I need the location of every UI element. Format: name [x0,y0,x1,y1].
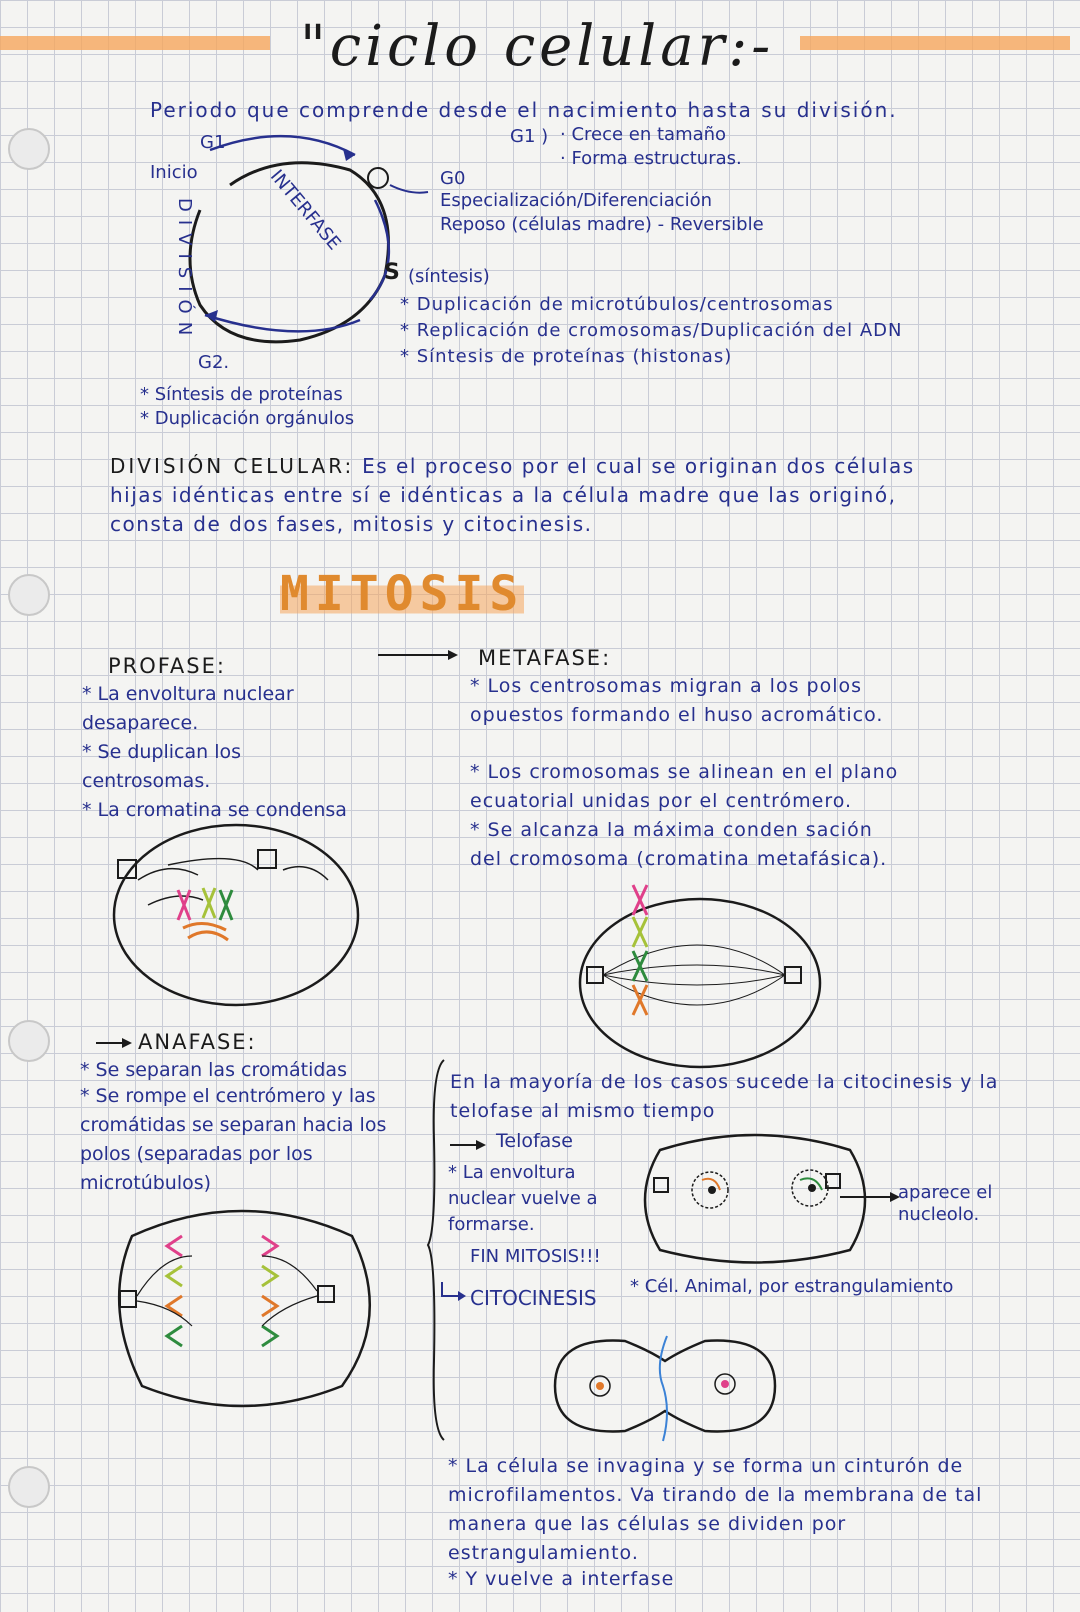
g2-point: * Duplicación orgánulos [140,408,355,429]
s-point: * Replicación de cromosomas/Duplicación del ADN [400,320,903,341]
profase-cell-drawing [108,820,368,1010]
intro-text: Periodo que comprende desde el nacimiento hasta su división. [150,98,898,122]
nucleolo-label: aparece el nucleolo. [898,1182,993,1225]
s-title: (síntesis) [408,266,490,287]
telofase-intro: En la mayoría de los casos sucede la citocinesis y la telofase al mismo tiempo [450,1071,999,1122]
profase-point: * La envoltura nuclear desaparece. [82,683,294,734]
citocinesis-text: * La célula se invagina y se forma un cinturón de microfilamentos. Va tirando de la membrana de tal manera que las células se dividen por estrangulamiento. [448,1455,983,1564]
g1-note-label: G1 ) [510,126,549,147]
profase-point: * Se duplican los centrosomas. [82,741,242,792]
telofase-title: Telofase [496,1130,573,1152]
citocinesis-end: * Y vuelve a interfase [448,1568,675,1590]
telofase-arrow [450,1140,486,1150]
title-highlight-left [0,36,270,50]
s-point: * Síntesis de proteínas (histonas) [400,346,733,367]
telofase-cell-drawing [640,1130,870,1270]
division-paragraph [110,452,930,539]
brace [426,1060,446,1440]
g0-point: Reposo (células madre) - Reversible [440,214,764,235]
telofase-end: FIN MITOSIS!!! [470,1246,601,1267]
mitosis-title: MITOSIS [280,566,525,622]
g1-point: · Crece en tamaño [560,124,727,145]
profase-point: * La cromatina se condensa [82,799,347,821]
cycle-label-interfase: INTERFASE [265,166,345,255]
g0-label: G0 [440,168,466,189]
citocinesis-cell-drawing [545,1326,785,1446]
g2-point: * Síntesis de proteínas [140,384,343,405]
binder-hole [8,1020,50,1062]
g1-arrow-arc [210,136,355,155]
citocinesis-note: * Cél. Animal, por estrangulamiento [630,1276,954,1297]
cycle-label-division: DIVISIÓN [174,198,195,344]
binder-hole [8,1466,50,1508]
anafase-point: * Se rompe el centrómero y las cromátidas se separan hacia los polos (separadas por los microtúbulos) [80,1085,387,1194]
citocinesis-arrow [440,1282,466,1302]
cycle-label-g1-arrow: G1 [200,132,226,153]
division-text: Es el proceso por el cual se originan dos células hijas idénticas entre sí e idénticas a la célula madre que las originó, consta de dos fases, mitosis y citocinesis. [110,454,915,536]
citocinesis-title: CITOCINESIS [470,1286,597,1310]
g0-point: Especialización/Diferenciación [440,190,713,211]
s-point: * Duplicación de microtúbulos/centrosomas [400,294,834,315]
g0-exit-circle [368,168,388,188]
page-title: "ciclo celular:- [300,14,775,79]
g0-exit-arrow [390,185,428,193]
anafase-arrow [96,1038,132,1048]
g1-point: · Forma estructuras. [560,148,742,169]
cycle-label-g2: G2. [198,352,230,373]
title-highlight-right [800,36,1070,50]
binder-hole [8,128,50,170]
telofase-point: * La envoltura nuclear vuelve a formarse. [448,1162,598,1235]
profase-title: PROFASE: [108,654,226,678]
anafase-cell-drawing [112,1196,372,1416]
metafase-point: * Se alcanza la máxima conden sación del cromosoma (cromatina metafásica). [470,819,888,870]
division-heading: DIVISIÓN CELULAR: [110,454,355,478]
g2-arrow-arc [205,315,360,331]
metafase-title: METAFASE: [478,646,612,670]
metafase-point: * Los centrosomas migran a los polos opuestos formando el huso acromático. [470,675,884,726]
profase-to-metafase-arrow [378,650,458,660]
metafase-cell-drawing [575,895,825,1070]
nucleolo-arrow [840,1192,900,1202]
cycle-label-s: S [384,260,400,285]
binder-hole [8,574,50,616]
metafase-point: * Los cromosomas se alinean en el plano ecuatorial unidas por el centrómero. [470,761,899,812]
anafase-point: * Se separan las cromátidas [80,1059,347,1081]
anafase-title: ANAFASE: [138,1030,257,1054]
cycle-label-inicio: Inicio [150,162,198,183]
